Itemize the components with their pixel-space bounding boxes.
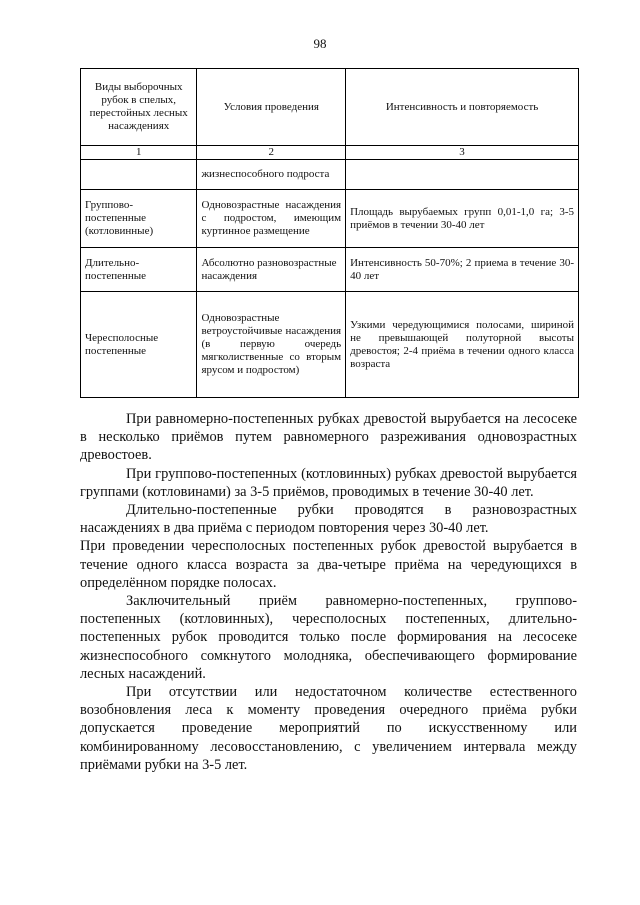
header-intensity: Интенсивность и повторяемость [346,69,579,146]
column-number: 1 [81,146,197,160]
table-row [81,292,579,398]
cell-conditions: Одновозрастные ветроустойчивые насаждения (в первую очередь мягколиственные со вторым ярусом и подростом) [197,292,346,398]
paragraph: При проведении чересполосных постепенных рубок древостой вырубается в течение одного класса возраста за два-четыре приёма на чередующихся в определённом порядке полосах. [80,538,577,591]
cell-intensity [346,160,579,190]
paragraph: Длительно-постепенные рубки проводятся в разновозрастных насаждениях в два приёма с периодом повторения через 30-40 лет. [80,502,577,537]
page-number: 98 [313,36,327,51]
cell-type: Длительно-постепенные [81,248,197,292]
cell-conditions: Абсолютно разновозрастные насаждения [197,248,346,292]
body-text [80,410,577,774]
cell-conditions: Одновозрастные насаждения с подростом, имеющим куртинное размещение [197,190,346,248]
table-header-row [81,69,579,146]
cell-intensity: Интенсивность 50-70%; 2 приема в течение 30-40 лет [346,248,579,292]
cell-conditions: жизнеспособного подроста [197,160,346,190]
column-number-row [81,146,579,160]
cell-type: Группово-постепенные (котловинные) [81,190,197,248]
cell-type [81,160,197,190]
table-row [81,160,579,190]
cell-type: Чересполосные постепенные [81,292,197,398]
cell-intensity: Узкими чередующимися полосами, шириной не превышающей полуторной высоты древостоя; 2-4 приёма в течении одного класса возраста [346,292,579,398]
header-conditions: Условия проведения [197,69,346,146]
column-number: 3 [346,146,579,160]
table-row [81,248,579,292]
header-cutting-type: Виды выборочных рубок в спелых, перестойных лесных насаждениях [81,69,197,146]
paragraph: При группово-постепенных (котловинных) рубках древостой вырубается группами (котловинами) за 3-5 приёмов, проводимых в течение 30-40 лет. [80,465,577,500]
paragraph: При отсутствии или недостаточном количестве естественного возобновления леса к моменту проведения очередного приёма рубки допускается проведение мероприятий по искусственному или комбинированному лесовосстановлению, с увеличением интервала между приёмами рубки на 3-5 лет. [80,684,577,773]
paragraph: Заключительный приём равномерно-постепенных, группово-постепенных (котловинных), чересполосных постепенных, длительно-постепенных рубок проводится только после формирования на лесосеке жизнеспособного сомкнутого молодняка, обеспечивающего формирование лесных насаждений. [80,593,577,682]
column-number: 2 [197,146,346,160]
cell-intensity: Площадь вырубаемых групп 0,01-1,0 га; 3-5 приёмов в течении 30-40 лет [346,190,579,248]
paragraph: При равномерно-постепенных рубках древостой вырубается на лесосеке в несколько приёмов путем равномерного разреживания одновозрастных древостоев. [80,411,577,464]
logging-types-table [80,68,579,398]
table-row [81,190,579,248]
